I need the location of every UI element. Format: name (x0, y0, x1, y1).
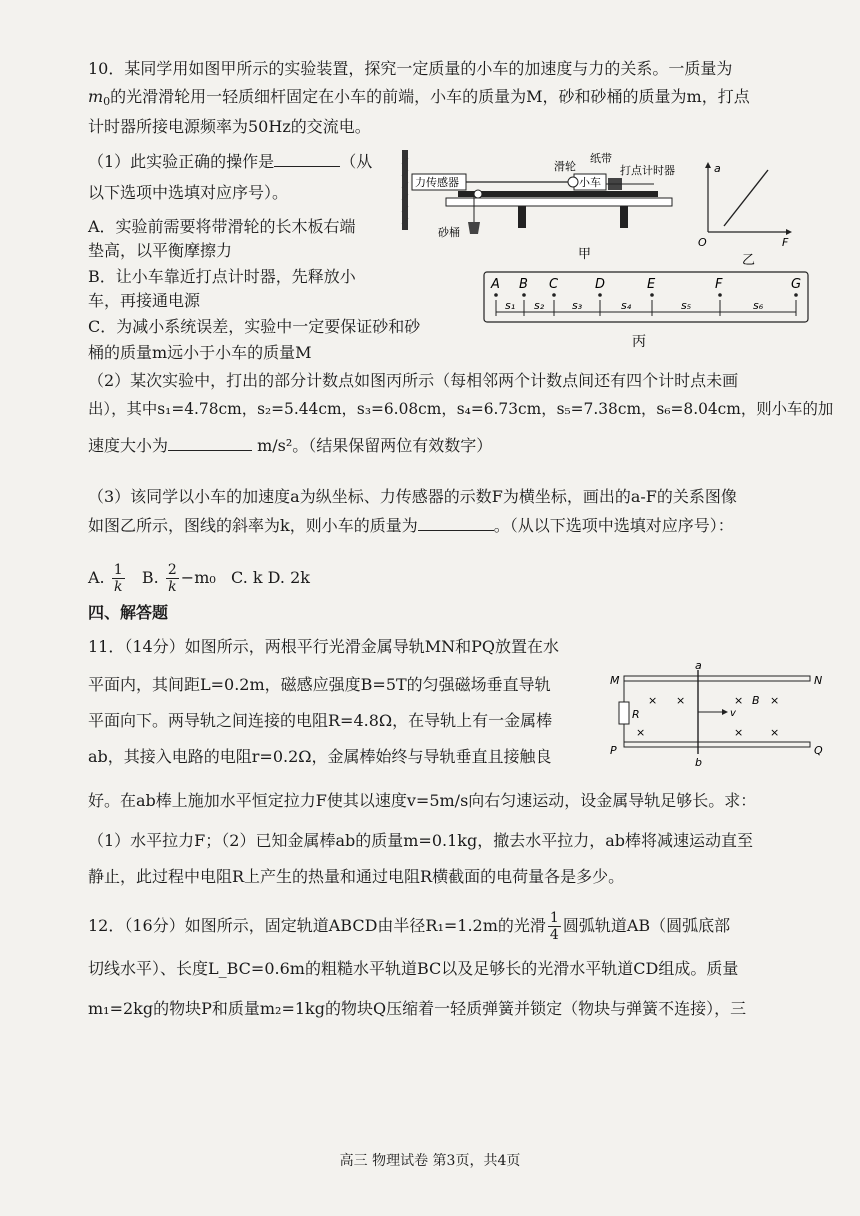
q12-line2: 切线水平）、长度L_BC=0.6m的粗糙水平轨道BC以及足够长的光滑水平轨道CD组成。质量 (88, 959, 739, 978)
label-m: M (610, 674, 620, 687)
q10-part1-line1 (88, 150, 372, 173)
tape-seg-label-6: s₆ (753, 299, 764, 312)
q11-line3: 平面向下。两导轨之间连接的电阻R=4.8Ω，在导轨上有一金属棒 (88, 711, 553, 730)
q10-part1-text: （1）此实验正确的操作是 (88, 152, 275, 171)
figure-q11-rails (604, 662, 826, 770)
frac-den (112, 579, 124, 595)
q10-part2-line3 (88, 434, 492, 457)
table-leg-2 (620, 206, 628, 228)
frac-den-b (166, 579, 178, 595)
a-axis-label: a (714, 162, 721, 175)
q10-intro-line3: 计时器所接电源频率为50Hz的交流电。 (88, 117, 371, 136)
sand-bucket (468, 222, 480, 234)
option-c-line2: 桶的质量m远小于小车的质量M (88, 343, 312, 362)
page-footer: 高三 物理试卷 第3页，共4页 (339, 1153, 521, 1169)
label-b: b (695, 756, 702, 769)
q11-line4: ab，其接入电路的电阻r=0.2Ω，金属棒始终与导轨垂直且接触良 (88, 747, 552, 766)
q10-intro-line2 (88, 86, 750, 113)
q10-choices (88, 558, 310, 598)
tape-dot-B (522, 293, 526, 297)
q11-line5: 好。在ab棒上施加水平恒定拉力F使其以速度v=5m/s向右匀速运动，设金属导轨足够长。求： (88, 791, 757, 810)
frac-den-k: k (113, 579, 123, 595)
label-bfield: B (752, 694, 760, 707)
field-x-1: × (648, 694, 658, 707)
tape-point-label-A: A (491, 277, 500, 292)
tape-dot-A (494, 293, 498, 297)
q10-part2-line2: 出），其中s₁=4.78cm，s₂=5.44cm，s₃=6.08cm，s₄=6.73cm，s₅=7.38cm，s₆=8.04cm，则小车的加 (88, 400, 834, 418)
m0-subscript: 0 (103, 95, 111, 108)
q10-intro-line1: 10．某同学用如图甲所示的实验装置，探究一定质量的小车的加速度与力的关系。一质量为 (88, 59, 733, 78)
q12-line1 (88, 906, 730, 946)
bucket-label: 砂桶 (438, 226, 460, 239)
figure-jia-caption: 甲 (578, 247, 592, 262)
origin-label: O (698, 236, 707, 249)
label-q: Q (814, 744, 823, 757)
field-x-3: × (734, 694, 744, 707)
choice-cd: C. k D. 2k (231, 568, 310, 587)
tape-dot-D (598, 293, 602, 297)
figure-yi-graph (694, 158, 794, 270)
tape-dot-C (552, 293, 556, 297)
label-a: a (695, 662, 702, 672)
rail-mn (624, 676, 810, 681)
tape-label: 纸带 (590, 152, 612, 165)
m0-symbol: m (88, 87, 104, 106)
tape-point-label-E: E (647, 277, 656, 292)
q10-part2-text: 速度大小为 (88, 436, 169, 455)
tape-point-label-D: D (595, 277, 606, 292)
q11-line1: 11．（14分）如图所示，两根平行光滑金属导轨MN和PQ放置在水 (88, 637, 559, 656)
q12-line3: m₁=2kg的物块P和质量m₂=1kg的物块Q压缩着一轻质弹簧并锁定（物块与弹簧不连接），三 (88, 999, 747, 1018)
tape-seg-label-3: s₃ (572, 299, 583, 312)
label-r: R (632, 708, 640, 721)
answer-blank-1[interactable] (274, 150, 340, 167)
field-x-7: × (770, 726, 780, 739)
q12-line1-text-a: 12．（16分）如图所示，固定轨道ABCD由半径R₁=1.2m的光滑 (88, 916, 546, 935)
quarter-fraction (548, 910, 561, 943)
q11-line2: 平面内，其间距L=0.2m，磁感应强度B=5T的匀强磁场垂直导轨 (88, 675, 551, 694)
q10-intro-line2-text: 的光滑滑轮用一轻质细杆固定在小车的前端，小车的质量为M，砂和砂桶的质量为m，打点 (110, 87, 750, 106)
quarter-den: 4 (549, 927, 559, 943)
tape-dot-F (718, 293, 722, 297)
wall (402, 150, 408, 230)
choice-b-label: B. (141, 568, 159, 587)
frac-num: 1 (113, 562, 123, 578)
option-c-line1: C．为减小系统误差，实验中一定要保证砂和砂 (88, 317, 421, 336)
answer-blank-3[interactable] (418, 514, 494, 531)
label-p: P (610, 744, 617, 757)
tape-point-label-F: F (715, 277, 723, 292)
figure-yi-caption: 乙 (742, 253, 756, 268)
q10-part3-line1: （3）该同学以小车的加速度a为纵坐标、力传感器的示数F为横坐标，画出的a-F的关系图像 (88, 487, 737, 506)
option-a-line2: 垫高，以平衡摩擦力 (88, 241, 233, 260)
tape-marks (490, 277, 801, 316)
a-axis-arrow (705, 162, 711, 168)
choice-b-fraction (166, 562, 179, 595)
rail-pq (624, 742, 810, 747)
q10-part2-note: 。（结果保留两位有效数字） (292, 436, 493, 455)
section-4-heading: 四、解答题 (88, 603, 169, 622)
answer-blank-2[interactable] (168, 434, 252, 451)
force-sensor-label: 力传感器 (415, 176, 459, 189)
q11-line6: （1）水平拉力F；（2）已知金属棒ab的质量m=0.1kg，撤去水平拉力，ab棒将减速运动直至 (88, 831, 753, 850)
tape-seg-label-5: s₅ (681, 299, 692, 312)
q10-part3-line2 (88, 514, 734, 537)
figure-bing-tape (480, 268, 814, 354)
unit-label: m/s² (257, 436, 293, 455)
option-b-line1: B．让小车靠近打点计时器，先释放小 (88, 267, 356, 286)
tape-point-label-B: B (519, 277, 528, 292)
label-n: N (814, 674, 823, 687)
f-axis-arrow (786, 229, 792, 235)
a-f-line (724, 170, 768, 226)
q10-part2-line1: （2）某次实验中，打出的部分计数点如图丙所示（每相邻两个计数点间还有四个计时点未画 (88, 371, 739, 390)
car-label: 小车 (579, 176, 601, 189)
figure-bing-caption: 丙 (632, 334, 646, 350)
timer-label: 打点计时器 (620, 164, 675, 177)
tape-seg-label-1: s₁ (505, 299, 516, 312)
frac-den-b-k: k (168, 579, 177, 595)
field-x-6: × (734, 726, 744, 739)
frac-num-b: 2 (167, 562, 177, 578)
quarter-num: 1 (549, 910, 559, 926)
q12-line1-text-b: 圆弧轨道AB（圆弧底部 (562, 916, 731, 935)
table-top (446, 198, 672, 206)
option-a-line1: A．实验前需要将带滑轮的长木板右端 (88, 217, 356, 236)
f-axis-label: F (782, 236, 789, 249)
choice-b-tail: −m₀ (180, 568, 216, 587)
q10-part3-text: 如图乙所示，图线的斜率为k，则小车的质量为 (88, 516, 418, 535)
q11-line7: 静止，此过程中电阻R上产生的热量和通过电阻R横截面的电荷量各是多少。 (88, 867, 625, 886)
option-b-line2: 车，再接通电源 (88, 291, 201, 310)
pulley-wheel (568, 177, 578, 187)
tape-outline (484, 272, 808, 322)
velocity-arrowhead (722, 709, 728, 715)
tape-point-label-C: C (549, 277, 559, 292)
tape-dot-E (650, 293, 654, 297)
field-x-2: × (676, 694, 686, 707)
tape-seg-label-4: s₄ (621, 299, 632, 312)
field-x-5: × (636, 726, 646, 739)
label-v: v (730, 708, 736, 719)
tape-seg-label-2: s₂ (534, 299, 545, 312)
figure-jia-apparatus (398, 144, 678, 276)
q10-part3-note: 。（从以下选项中选填对应序号）： (493, 516, 734, 535)
table-leg-1 (518, 206, 526, 228)
q10-part1-text-b: （从 (340, 152, 373, 171)
tape-dot-G (794, 293, 798, 297)
resistor-r (619, 702, 629, 724)
pulley-label: 滑轮 (554, 160, 576, 173)
choice-a-label: A. (88, 568, 105, 587)
long-board (458, 191, 658, 197)
choice-a-fraction (112, 562, 125, 595)
q10-part1-line2: 以下选项中选填对应序号）。 (88, 183, 289, 202)
tape-point-label-G: G (791, 277, 802, 292)
field-x-4: × (770, 694, 780, 707)
board-pulley (474, 190, 482, 198)
